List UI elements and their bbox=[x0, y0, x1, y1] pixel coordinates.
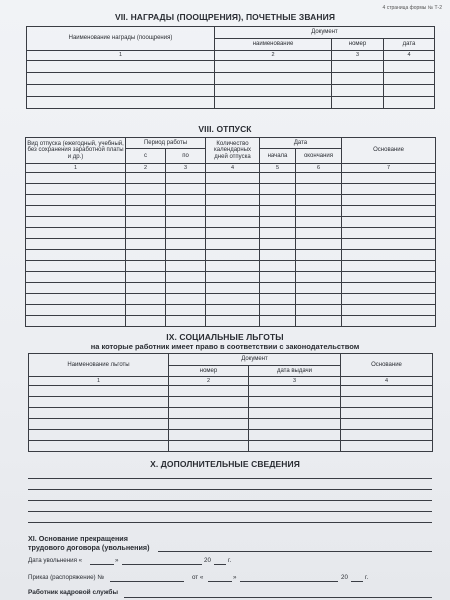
vacation-cell[interactable] bbox=[342, 272, 436, 283]
vacation-section-title: VIII. ОТПУСК bbox=[198, 124, 252, 134]
benefits-num-1: 1 bbox=[29, 377, 169, 386]
awards-cell[interactable] bbox=[27, 73, 215, 85]
vacation-cell[interactable] bbox=[166, 283, 206, 294]
vacation-cell[interactable] bbox=[206, 283, 260, 294]
dismissal-year-prefix: 20 bbox=[204, 557, 211, 564]
vacation-cell[interactable] bbox=[26, 195, 126, 206]
benefits-col-document: Документ bbox=[169, 354, 341, 366]
vacation-cell[interactable] bbox=[260, 217, 296, 228]
vacation-num-5: 5 bbox=[260, 164, 296, 173]
vacation-cell[interactable] bbox=[260, 316, 296, 327]
vacation-cell[interactable] bbox=[26, 184, 126, 195]
vacation-cell[interactable] bbox=[166, 239, 206, 250]
vacation-cell[interactable] bbox=[260, 294, 296, 305]
vacation-cell[interactable] bbox=[126, 184, 166, 195]
order-day-line[interactable] bbox=[208, 581, 232, 582]
benefits-cell[interactable] bbox=[249, 397, 341, 408]
vacation-cell[interactable] bbox=[126, 272, 166, 283]
vacation-cell[interactable] bbox=[206, 195, 260, 206]
benefits-cell[interactable] bbox=[169, 419, 249, 430]
benefits-table bbox=[28, 353, 433, 452]
vacation-cell[interactable] bbox=[342, 228, 436, 239]
vacation-cell[interactable] bbox=[260, 206, 296, 217]
vacation-cell[interactable] bbox=[260, 261, 296, 272]
awards-cell[interactable] bbox=[27, 61, 215, 73]
vacation-row bbox=[26, 261, 436, 272]
additional-info-line[interactable] bbox=[28, 478, 432, 479]
vacation-col-from: с bbox=[126, 149, 166, 164]
benefits-row bbox=[29, 397, 433, 408]
vacation-num-1: 1 bbox=[26, 164, 126, 173]
benefits-row bbox=[29, 408, 433, 419]
vacation-cell[interactable] bbox=[296, 184, 342, 195]
vacation-num-4: 4 bbox=[206, 164, 260, 173]
awards-cell[interactable] bbox=[384, 85, 435, 97]
vacation-cell[interactable] bbox=[296, 316, 342, 327]
termination-reason-line[interactable] bbox=[158, 551, 432, 552]
order-quote-close: » bbox=[233, 574, 237, 581]
benefits-cell[interactable] bbox=[341, 430, 433, 441]
benefits-cell[interactable] bbox=[341, 419, 433, 430]
awards-table bbox=[26, 26, 435, 109]
awards-cell[interactable] bbox=[332, 73, 384, 85]
vacation-row bbox=[26, 206, 436, 217]
vacation-cell[interactable] bbox=[296, 272, 342, 283]
awards-col-name: Наименование награды (поощрения) bbox=[27, 27, 215, 51]
vacation-num-7: 7 bbox=[342, 164, 436, 173]
vacation-cell[interactable] bbox=[126, 316, 166, 327]
vacation-cell[interactable] bbox=[296, 250, 342, 261]
dismissal-year-line[interactable] bbox=[214, 564, 226, 565]
hr-signature-line[interactable] bbox=[124, 597, 432, 598]
vacation-cell[interactable] bbox=[166, 294, 206, 305]
vacation-cell[interactable] bbox=[26, 206, 126, 217]
vacation-cell[interactable] bbox=[206, 173, 260, 184]
benefits-section-subtitle: на которые работник имеет право в соответствии с законодательством bbox=[90, 342, 360, 351]
awards-col-doc-date: дата bbox=[384, 39, 435, 51]
awards-cell[interactable] bbox=[384, 73, 435, 85]
benefits-cell[interactable] bbox=[341, 408, 433, 419]
order-year-prefix: 20 bbox=[341, 574, 348, 581]
vacation-cell[interactable] bbox=[206, 261, 260, 272]
vacation-cell[interactable] bbox=[342, 239, 436, 250]
vacation-cell[interactable] bbox=[126, 173, 166, 184]
benefits-cell[interactable] bbox=[341, 441, 433, 452]
vacation-col-start: начала bbox=[260, 149, 296, 164]
vacation-cell[interactable] bbox=[296, 173, 342, 184]
vacation-cell[interactable] bbox=[26, 294, 126, 305]
benefits-cell[interactable] bbox=[169, 408, 249, 419]
vacation-col-days: Количество календарных дней отпуска bbox=[206, 138, 260, 164]
vacation-cell[interactable] bbox=[260, 228, 296, 239]
benefits-cell[interactable] bbox=[29, 430, 169, 441]
vacation-row bbox=[26, 184, 436, 195]
additional-section-title: X. ДОПОЛНИТЕЛЬНЫЕ СВЕДЕНИЯ bbox=[150, 459, 300, 469]
vacation-cell[interactable] bbox=[260, 184, 296, 195]
benefits-section-title: IX. СОЦИАЛЬНЫЕ ЛЬГОТЫ bbox=[166, 332, 284, 342]
vacation-cell[interactable] bbox=[206, 206, 260, 217]
benefits-cell[interactable] bbox=[29, 397, 169, 408]
vacation-cell[interactable] bbox=[260, 283, 296, 294]
vacation-cell[interactable] bbox=[126, 228, 166, 239]
vacation-cell[interactable] bbox=[206, 316, 260, 327]
vacation-cell[interactable] bbox=[26, 261, 126, 272]
vacation-cell[interactable] bbox=[166, 272, 206, 283]
benefits-num-3: 3 bbox=[249, 377, 341, 386]
vacation-cell[interactable] bbox=[26, 305, 126, 316]
benefits-cell[interactable] bbox=[249, 430, 341, 441]
vacation-cell[interactable] bbox=[296, 305, 342, 316]
vacation-cell[interactable] bbox=[166, 173, 206, 184]
additional-info-line[interactable] bbox=[28, 511, 432, 512]
awards-section-title: VII. НАГРАДЫ (ПООЩРЕНИЯ), ПОЧЕТНЫЕ ЗВАНИЯ bbox=[114, 12, 336, 22]
benefits-cell[interactable] bbox=[249, 419, 341, 430]
awards-row bbox=[27, 61, 435, 73]
vacation-cell[interactable] bbox=[342, 305, 436, 316]
vacation-cell[interactable] bbox=[342, 217, 436, 228]
vacation-cell[interactable] bbox=[126, 250, 166, 261]
benefits-col-number: номер bbox=[169, 366, 249, 377]
vacation-cell[interactable] bbox=[206, 250, 260, 261]
vacation-col-basis: Основание bbox=[342, 138, 436, 164]
benefits-row bbox=[29, 386, 433, 397]
benefits-row bbox=[29, 430, 433, 441]
awards-row bbox=[27, 73, 435, 85]
awards-num-2: 2 bbox=[215, 51, 332, 61]
awards-row bbox=[27, 97, 435, 109]
vacation-cell[interactable] bbox=[342, 261, 436, 272]
vacation-cell[interactable] bbox=[126, 239, 166, 250]
vacation-cell[interactable] bbox=[296, 228, 342, 239]
benefits-cell[interactable] bbox=[29, 386, 169, 397]
vacation-row bbox=[26, 217, 436, 228]
vacation-cell[interactable] bbox=[296, 239, 342, 250]
vacation-num-6: 6 bbox=[296, 164, 342, 173]
vacation-cell[interactable] bbox=[166, 184, 206, 195]
vacation-col-period: Период работы bbox=[126, 138, 206, 149]
awards-num-1: 1 bbox=[27, 51, 215, 61]
awards-cell[interactable] bbox=[332, 85, 384, 97]
vacation-row bbox=[26, 250, 436, 261]
vacation-table bbox=[25, 137, 436, 327]
vacation-cell[interactable] bbox=[296, 294, 342, 305]
awards-col-doc-name: наименование bbox=[215, 39, 332, 51]
vacation-cell[interactable] bbox=[26, 316, 126, 327]
vacation-col-to: по bbox=[166, 149, 206, 164]
additional-info-line[interactable] bbox=[28, 522, 432, 523]
vacation-cell[interactable] bbox=[260, 305, 296, 316]
vacation-cell[interactable] bbox=[206, 294, 260, 305]
vacation-cell[interactable] bbox=[26, 217, 126, 228]
vacation-num-2: 2 bbox=[126, 164, 166, 173]
vacation-row bbox=[26, 305, 436, 316]
order-month-line[interactable] bbox=[240, 581, 338, 582]
vacation-cell[interactable] bbox=[342, 294, 436, 305]
vacation-cell[interactable] bbox=[126, 305, 166, 316]
benefits-col-basis: Основание bbox=[341, 354, 433, 377]
vacation-cell[interactable] bbox=[126, 217, 166, 228]
vacation-col-type: Вид отпуска (ежегодный, учебный, без сохранения заработной платы и др.) bbox=[26, 138, 126, 164]
awards-num-4: 4 bbox=[384, 51, 435, 61]
hr-label: Работник кадровой службы bbox=[28, 589, 118, 596]
vacation-cell[interactable] bbox=[126, 261, 166, 272]
order-year-suffix: г. bbox=[365, 574, 369, 581]
vacation-row bbox=[26, 283, 436, 294]
vacation-row bbox=[26, 195, 436, 206]
additional-info-line[interactable] bbox=[28, 500, 432, 501]
termination-title-line2: трудового договора (увольнения) bbox=[28, 543, 150, 552]
vacation-cell[interactable] bbox=[26, 228, 126, 239]
benefits-cell[interactable] bbox=[249, 441, 341, 452]
vacation-col-date: Дата bbox=[260, 138, 342, 149]
vacation-cell[interactable] bbox=[342, 250, 436, 261]
vacation-cell[interactable] bbox=[296, 206, 342, 217]
vacation-row bbox=[26, 173, 436, 184]
vacation-row bbox=[26, 228, 436, 239]
vacation-row bbox=[26, 272, 436, 283]
vacation-row bbox=[26, 239, 436, 250]
vacation-cell[interactable] bbox=[342, 283, 436, 294]
order-label: Приказ (распоряжение) № bbox=[28, 574, 104, 581]
awards-cell[interactable] bbox=[384, 61, 435, 73]
vacation-row bbox=[26, 316, 436, 327]
awards-cell[interactable] bbox=[215, 85, 332, 97]
benefits-cell[interactable] bbox=[249, 386, 341, 397]
vacation-cell[interactable] bbox=[26, 173, 126, 184]
vacation-cell[interactable] bbox=[26, 250, 126, 261]
order-from-label: от « bbox=[192, 574, 204, 581]
awards-cell[interactable] bbox=[332, 97, 384, 109]
vacation-cell[interactable] bbox=[166, 250, 206, 261]
benefits-row bbox=[29, 441, 433, 452]
vacation-cell[interactable] bbox=[260, 272, 296, 283]
vacation-num-3: 3 bbox=[166, 164, 206, 173]
dismissal-month-line[interactable] bbox=[122, 564, 202, 565]
vacation-cell[interactable] bbox=[206, 239, 260, 250]
awards-col-doc-number: номер bbox=[332, 39, 384, 51]
awards-col-document: Документ bbox=[215, 27, 435, 39]
benefits-cell[interactable] bbox=[341, 386, 433, 397]
vacation-cell[interactable] bbox=[260, 239, 296, 250]
vacation-cell[interactable] bbox=[166, 305, 206, 316]
vacation-cell[interactable] bbox=[26, 239, 126, 250]
vacation-cell[interactable] bbox=[166, 316, 206, 327]
vacation-col-end: окончания bbox=[296, 149, 342, 164]
vacation-cell[interactable] bbox=[296, 283, 342, 294]
awards-cell[interactable] bbox=[215, 61, 332, 73]
benefits-col-issue-date: дата выдачи bbox=[249, 366, 341, 377]
benefits-col-name: Наименование льготы bbox=[29, 354, 169, 377]
awards-cell[interactable] bbox=[384, 97, 435, 109]
benefits-num-2: 2 bbox=[169, 377, 249, 386]
vacation-cell[interactable] bbox=[206, 228, 260, 239]
termination-title-line1: XI. Основание прекращения bbox=[28, 534, 128, 543]
vacation-cell[interactable] bbox=[260, 195, 296, 206]
vacation-cell[interactable] bbox=[342, 184, 436, 195]
benefits-num-4: 4 bbox=[341, 377, 433, 386]
benefits-cell[interactable] bbox=[169, 441, 249, 452]
order-number-line[interactable] bbox=[110, 581, 184, 582]
vacation-cell[interactable] bbox=[126, 294, 166, 305]
vacation-cell[interactable] bbox=[296, 195, 342, 206]
vacation-cell[interactable] bbox=[206, 184, 260, 195]
benefits-cell[interactable] bbox=[29, 408, 169, 419]
vacation-cell[interactable] bbox=[166, 195, 206, 206]
vacation-cell[interactable] bbox=[342, 173, 436, 184]
order-year-line[interactable] bbox=[351, 581, 363, 582]
awards-num-3: 3 bbox=[332, 51, 384, 61]
awards-cell[interactable] bbox=[215, 73, 332, 85]
benefits-cell[interactable] bbox=[169, 430, 249, 441]
vacation-cell[interactable] bbox=[260, 250, 296, 261]
vacation-cell[interactable] bbox=[206, 305, 260, 316]
awards-row bbox=[27, 85, 435, 97]
vacation-cell[interactable] bbox=[296, 217, 342, 228]
vacation-cell[interactable] bbox=[296, 261, 342, 272]
vacation-cell[interactable] bbox=[26, 272, 126, 283]
benefits-row bbox=[29, 419, 433, 430]
vacation-row bbox=[26, 294, 436, 305]
vacation-cell[interactable] bbox=[126, 195, 166, 206]
benefits-cell[interactable] bbox=[29, 441, 169, 452]
benefits-cell[interactable] bbox=[341, 397, 433, 408]
vacation-cell[interactable] bbox=[166, 206, 206, 217]
benefits-cell[interactable] bbox=[249, 408, 341, 419]
vacation-cell[interactable] bbox=[342, 195, 436, 206]
dismissal-year-suffix: г. bbox=[228, 557, 232, 564]
benefits-cell[interactable] bbox=[169, 386, 249, 397]
vacation-cell[interactable] bbox=[342, 206, 436, 217]
additional-info-line[interactable] bbox=[28, 489, 432, 490]
vacation-cell[interactable] bbox=[166, 228, 206, 239]
vacation-cell[interactable] bbox=[126, 206, 166, 217]
benefits-cell[interactable] bbox=[169, 397, 249, 408]
awards-cell[interactable] bbox=[27, 97, 215, 109]
vacation-cell[interactable] bbox=[260, 173, 296, 184]
dismissal-quote-close: » bbox=[115, 557, 119, 564]
awards-cell[interactable] bbox=[332, 61, 384, 73]
benefits-cell[interactable] bbox=[29, 419, 169, 430]
vacation-cell[interactable] bbox=[166, 217, 206, 228]
vacation-cell[interactable] bbox=[342, 316, 436, 327]
vacation-cell[interactable] bbox=[206, 272, 260, 283]
dismissal-date-label: Дата увольнения « bbox=[28, 557, 83, 564]
vacation-cell[interactable] bbox=[126, 283, 166, 294]
awards-cell[interactable] bbox=[27, 85, 215, 97]
dismissal-day-line[interactable] bbox=[90, 564, 114, 565]
vacation-cell[interactable] bbox=[26, 283, 126, 294]
vacation-cell[interactable] bbox=[166, 261, 206, 272]
awards-cell[interactable] bbox=[215, 97, 332, 109]
vacation-cell[interactable] bbox=[206, 217, 260, 228]
page-note: 4 страница формы № Т-2 bbox=[382, 5, 442, 11]
